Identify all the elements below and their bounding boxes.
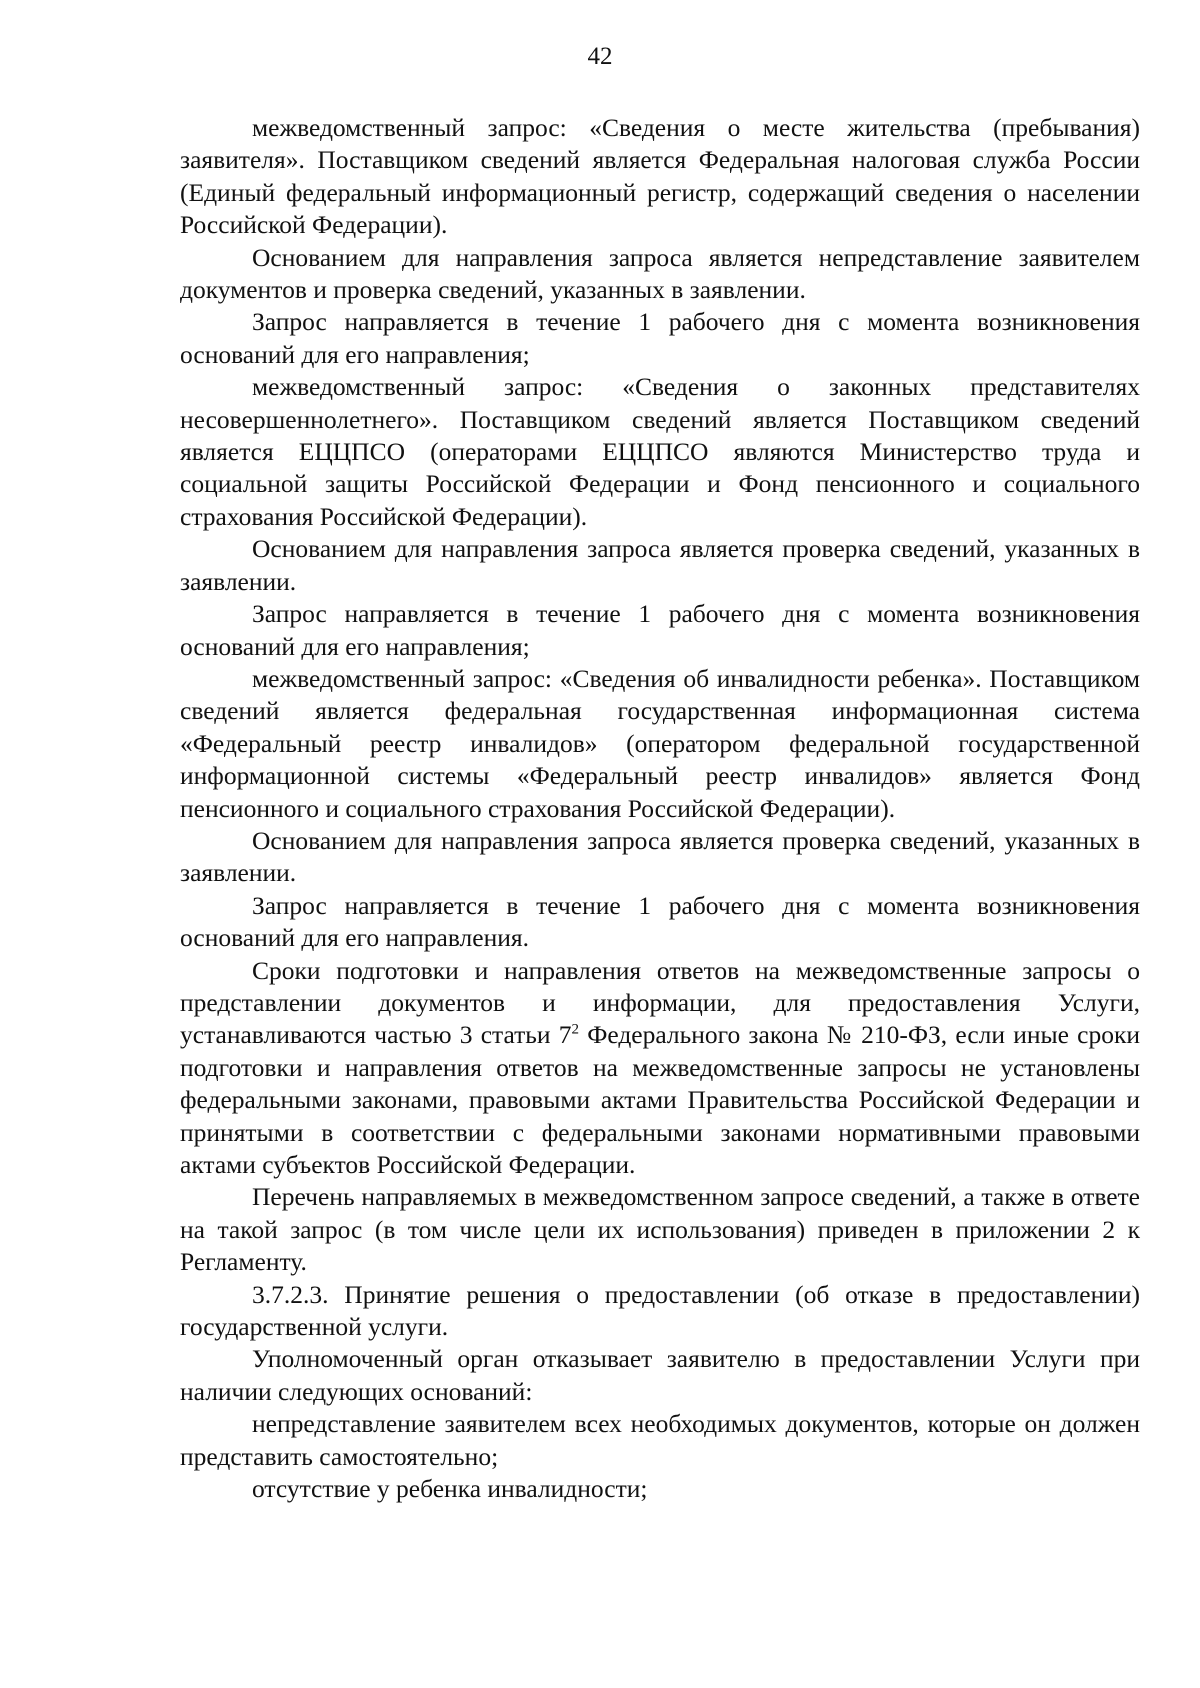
paragraph: Запрос направляется в течение 1 рабочего дня с момента возникновения оснований для его направления;: [180, 599, 1140, 661]
paragraph: Запрос направляется в течение 1 рабочего дня с момента возникновения оснований для его направления.: [180, 890, 1140, 953]
section-heading: 3.7.2.3. Принятие решения о предоставлении (об отказе в предоставлении) государственной услуги.: [180, 1279, 1140, 1342]
paragraph: Перечень направляемых в межведомственном запросе сведений, а также в ответе на такой запрос (в том числе цели их использования) приведен в приложении 2 к Регламенту.: [180, 1182, 1140, 1277]
paragraph-terms: [180, 955, 1140, 1182]
list-item: отсутствие у ребенка инвалидности;: [252, 1474, 648, 1504]
superscript: 2: [571, 1021, 580, 1038]
document-body: [180, 112, 1140, 1505]
paragraph-terms-text-1: Сроки подготовки и направления ответов на межведомственные запросы о представлении документов и информации, для предоставления Услуги, устанавливаются частью 3 статьи 7: [180, 955, 1140, 1050]
paragraph: межведомственный запрос: «Сведения о месте жительства (пребывания) заявителя». Поставщиком сведений является Федеральная налоговая служба России (Единый федеральный информационный регистр, содержащий сведения о населении Российской Федерации).: [180, 113, 1140, 240]
paragraph: Запрос направляется в течение 1 рабочего дня с момента возникновения оснований для его направления;: [180, 307, 1140, 369]
paragraph-terms-text-2: Федерального закона № 210-ФЗ, если иные сроки подготовки и направления ответов на межведомственные запросы не установлены федеральными законами, правовыми актами Правительства Российской Федерации и принятыми в соответствии с федеральными законами нормативными правовыми актами субъектов Российской Федерации.: [180, 1020, 1140, 1179]
list-item: непредставление заявителем всех необходимых документов, которые он должен представить самостоятельно;: [180, 1409, 1140, 1471]
paragraph: Основанием для направления запроса является непредставление заявителем документов и проверка сведений, указанных в заявлении.: [180, 242, 1140, 305]
paragraph: межведомственный запрос: «Сведения об инвалидности ребенка». Поставщиком сведений является федеральная государственная информационная система «Федеральный реестр инвалидов» (оператором федеральной государственной информационной системы «Федеральный реестр инвалидов» является Фонд пенсионного и социального страхования Российской Федерации).: [180, 663, 1140, 823]
paragraph: межведомственный запрос: «Сведения о законных представителях несовершеннолетнего». Поставщиком сведений является Поставщиком сведений является ЕЦЦПСО (операторами ЕЦЦПСО являются Министерство труда и социальной защиты Российской Федерации и Фонд пенсионного и социального страхования Российской Федерации).: [180, 372, 1140, 531]
paragraph: Основанием для направления запроса является проверка сведений, указанных в заявлении.: [180, 534, 1140, 596]
paragraph: Основанием для направления запроса является проверка сведений, указанных в заявлении.: [180, 825, 1140, 888]
paragraph: Уполномоченный орган отказывает заявителю в предоставлении Услуги при наличии следующих оснований:: [180, 1344, 1140, 1406]
page-number: 42: [587, 43, 613, 70]
